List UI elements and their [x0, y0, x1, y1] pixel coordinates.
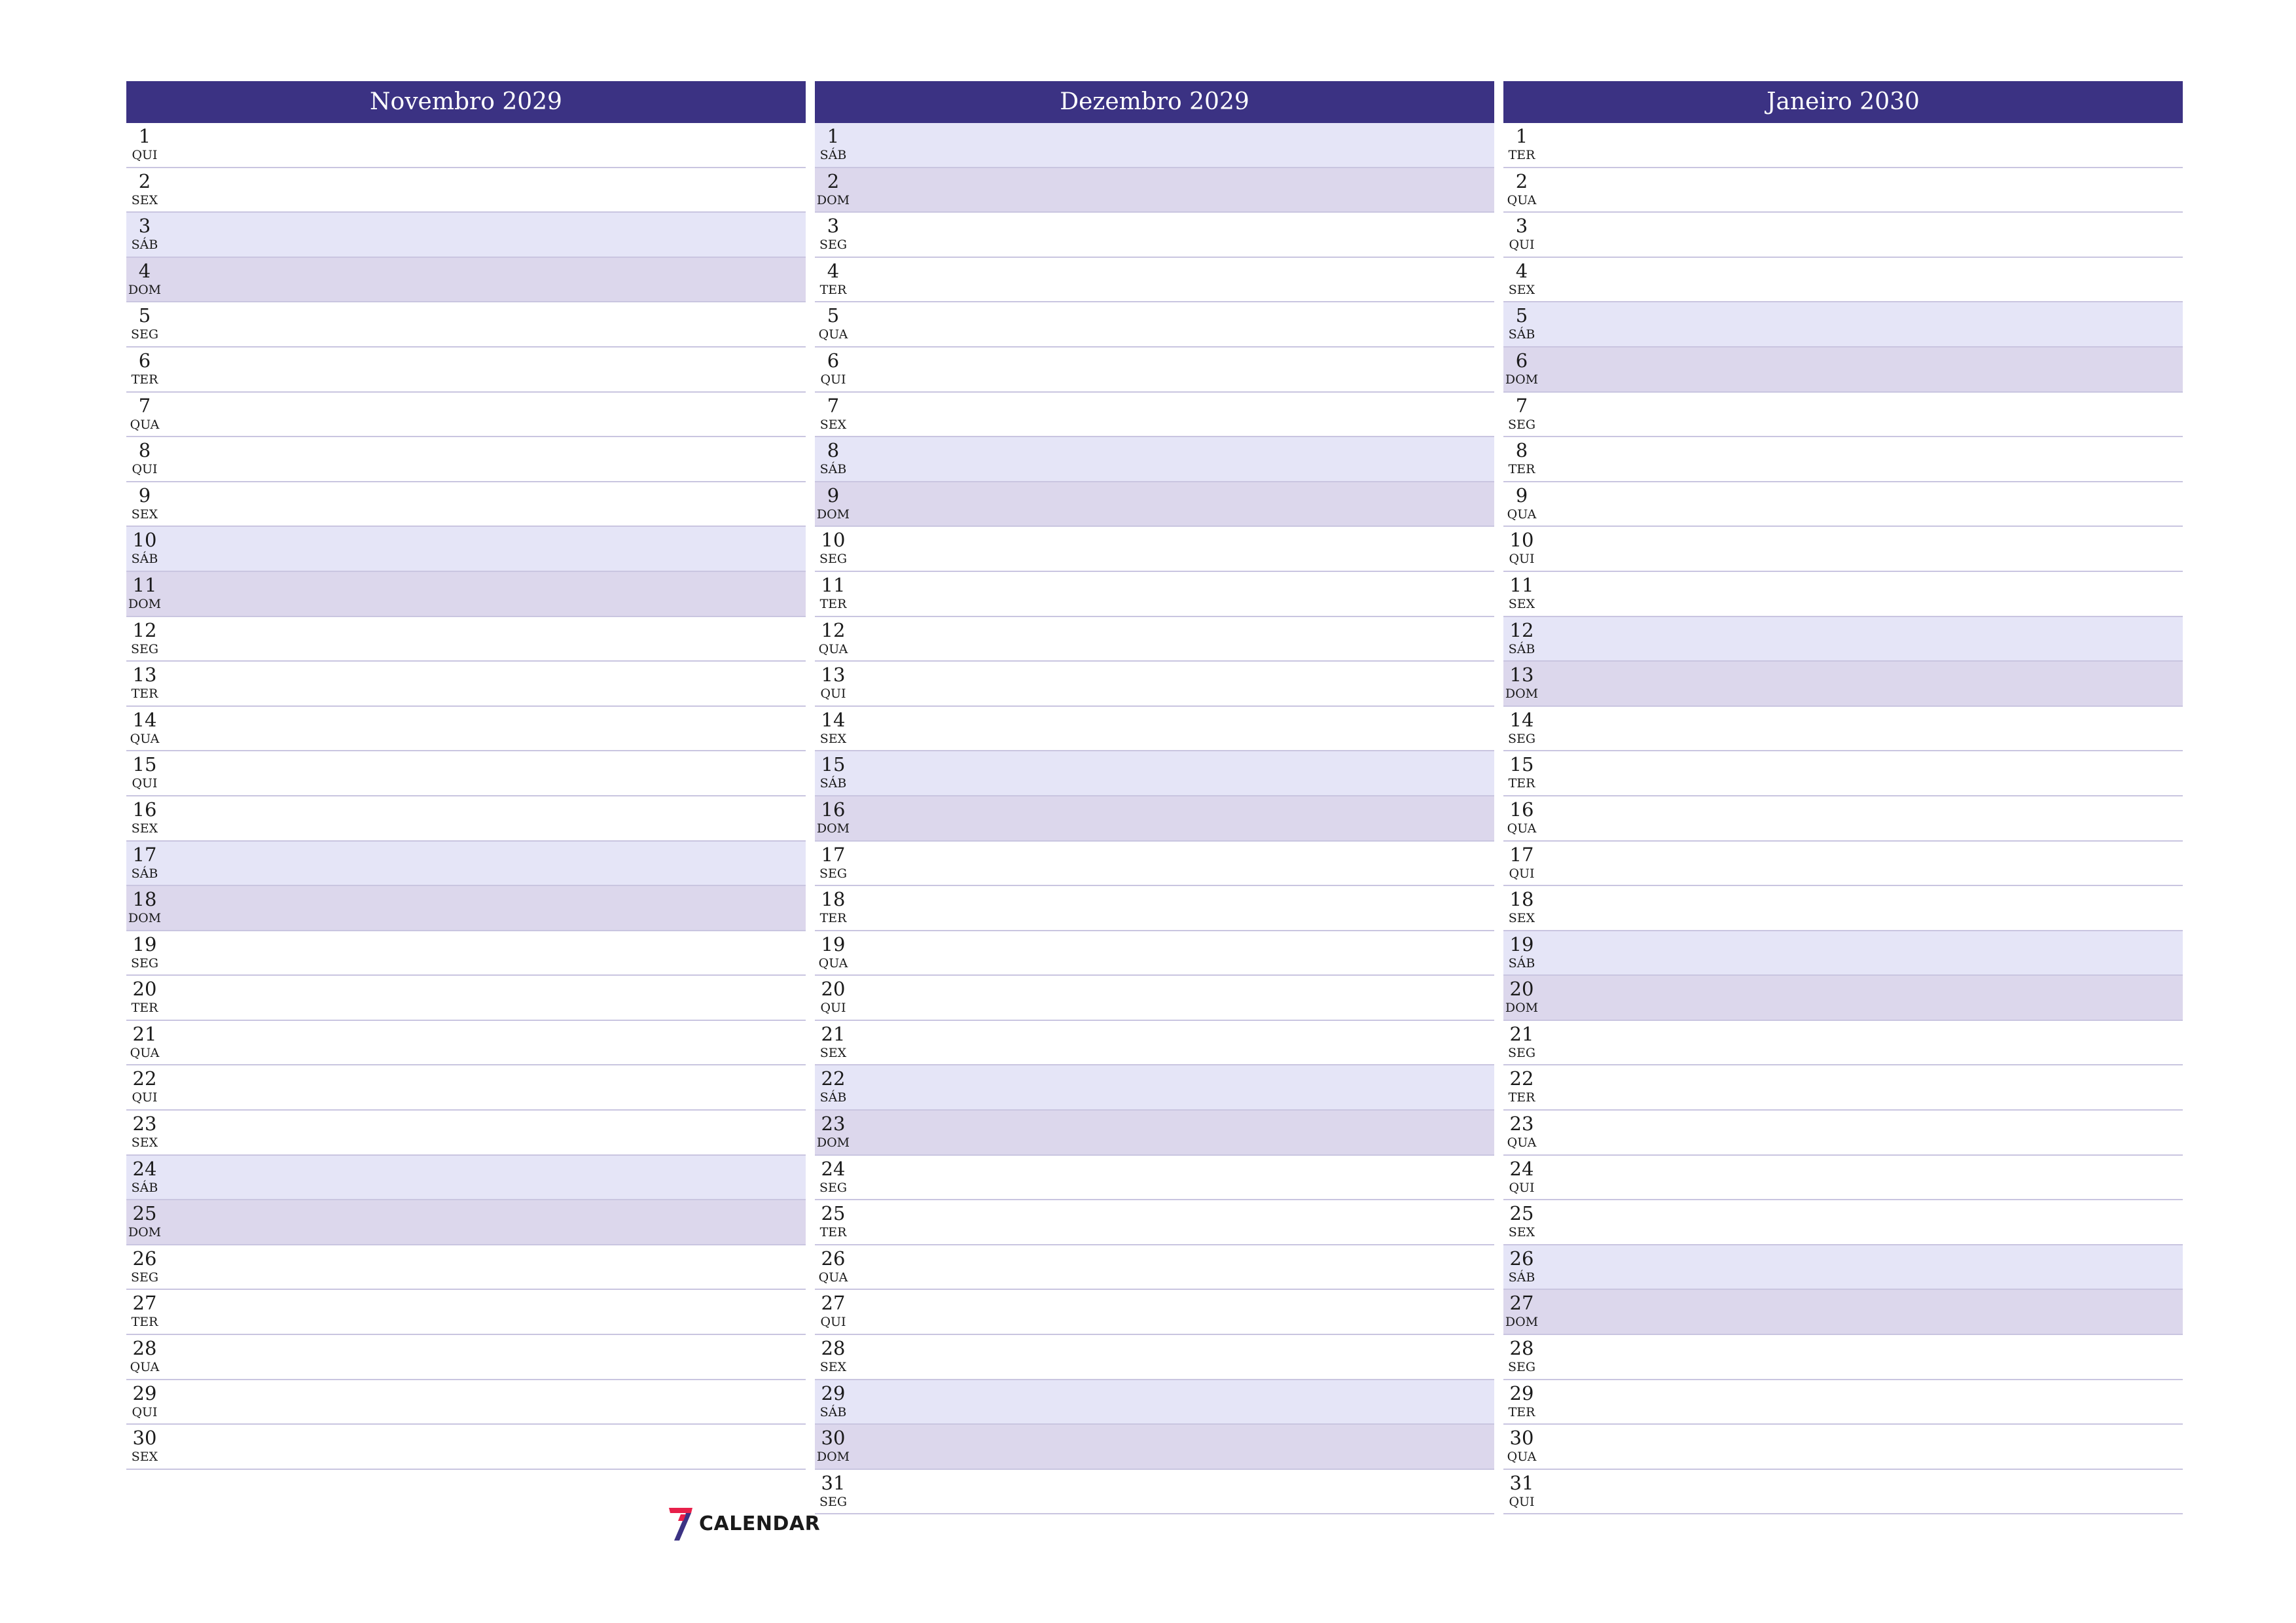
day-row	[1503, 796, 2183, 842]
weekday-label: QUI	[820, 372, 846, 387]
day-row	[126, 662, 806, 707]
day-number: 5	[138, 304, 151, 327]
day-number: 17	[1509, 843, 1534, 866]
day-row	[126, 572, 806, 617]
day-number: 17	[821, 843, 846, 866]
day-number: 28	[821, 1337, 846, 1360]
weekday-label: SEG	[819, 1494, 848, 1509]
day-number: 31	[1509, 1471, 1534, 1494]
day-row	[126, 1425, 806, 1470]
day-number: 24	[132, 1157, 157, 1180]
day-row	[126, 1380, 806, 1425]
weekday-label: QUI	[132, 148, 158, 162]
day-row	[1503, 1380, 2183, 1425]
day-row	[815, 1021, 1494, 1066]
day-number: 26	[1509, 1247, 1534, 1270]
weekday-label: SEG	[1507, 417, 1536, 432]
weekday-label: TER	[1508, 148, 1535, 162]
weekday-label: QUI	[132, 776, 158, 791]
day-row	[1503, 1111, 2183, 1156]
day-number: 1	[1515, 125, 1528, 147]
day-row	[815, 572, 1494, 617]
month-title: Dezembro 2029	[815, 81, 1494, 123]
day-row	[1503, 572, 2183, 617]
weekday-label: SEX	[819, 731, 847, 746]
day-number: 18	[1509, 888, 1534, 911]
day-number: 25	[132, 1202, 157, 1225]
day-row	[126, 213, 806, 258]
day-row	[815, 1156, 1494, 1201]
day-number: 20	[132, 978, 157, 1001]
weekday-label: DOM	[1505, 1315, 1539, 1330]
weekday-label: SEG	[130, 641, 159, 656]
weekday-label: SEX	[819, 1360, 847, 1375]
day-row	[815, 1065, 1494, 1111]
weekday-label: SEG	[1507, 731, 1536, 746]
weekday-label: SEX	[131, 1450, 158, 1465]
day-row	[815, 751, 1494, 796]
weekday-label: SEG	[1507, 1045, 1536, 1060]
weekday-label: SEX	[131, 821, 158, 836]
day-number: 9	[138, 484, 151, 507]
day-row	[1503, 662, 2183, 707]
weekday-label: DOM	[1505, 1001, 1539, 1016]
weekday-label: SÁB	[819, 776, 847, 791]
weekday-label: QUI	[1509, 866, 1535, 881]
day-number: 30	[821, 1427, 846, 1450]
day-number: 12	[821, 618, 846, 641]
day-row	[1503, 1290, 2183, 1335]
weekday-label: QUI	[1509, 1180, 1535, 1195]
day-number: 18	[132, 888, 157, 911]
weekday-label: QUA	[130, 417, 160, 432]
day-number: 11	[1509, 573, 1534, 596]
weekday-label: QUA	[1507, 1135, 1537, 1150]
day-row	[126, 302, 806, 348]
day-row	[1503, 213, 2183, 258]
day-row	[126, 1335, 806, 1380]
day-number: 21	[132, 1022, 157, 1045]
day-number: 26	[821, 1247, 846, 1270]
weekday-label: TER	[1508, 776, 1535, 791]
day-row	[1503, 886, 2183, 931]
day-row	[126, 842, 806, 887]
day-row	[126, 437, 806, 482]
weekday-label: DOM	[816, 192, 850, 207]
day-row	[126, 886, 806, 931]
day-number: 10	[1509, 529, 1534, 552]
day-number: 29	[132, 1382, 157, 1404]
day-number: 11	[821, 573, 846, 596]
day-row	[1503, 1200, 2183, 1245]
day-row	[1503, 617, 2183, 662]
day-row	[126, 751, 806, 796]
weekday-label: SEX	[1508, 282, 1535, 297]
day-row	[1503, 1335, 2183, 1380]
brand-logo-text: CALENDAR	[699, 1512, 821, 1535]
weekday-label: TER	[819, 1225, 847, 1240]
day-number: 19	[132, 933, 157, 955]
weekday-label: SÁB	[131, 552, 158, 567]
day-row	[126, 1111, 806, 1156]
weekday-label: TER	[131, 1001, 158, 1016]
weekday-label: DOM	[128, 596, 162, 611]
weekday-label: SEX	[1508, 1225, 1535, 1240]
day-number: 24	[1509, 1157, 1534, 1180]
day-row	[1503, 976, 2183, 1021]
day-number: 27	[1509, 1292, 1534, 1315]
day-number: 3	[138, 215, 151, 238]
day-number: 19	[821, 933, 846, 955]
day-number: 20	[821, 978, 846, 1001]
day-row	[815, 1425, 1494, 1470]
day-number: 11	[132, 573, 157, 596]
day-number: 2	[1515, 169, 1528, 192]
weekday-label: SEX	[131, 507, 158, 522]
day-row	[126, 1200, 806, 1245]
day-number: 21	[821, 1022, 846, 1045]
day-row	[815, 302, 1494, 348]
day-row	[126, 707, 806, 752]
day-row	[1503, 707, 2183, 752]
seven-logo-icon	[665, 1505, 694, 1542]
weekday-label: SÁB	[1508, 327, 1535, 342]
weekday-label: TER	[131, 687, 158, 702]
day-number: 15	[1509, 753, 1534, 776]
day-number: 26	[132, 1247, 157, 1270]
day-number: 12	[1509, 618, 1534, 641]
month-title: Novembro 2029	[126, 81, 806, 123]
day-row	[815, 1335, 1494, 1380]
day-number: 27	[132, 1292, 157, 1315]
weekday-label: SÁB	[819, 1404, 847, 1419]
day-number: 22	[1509, 1067, 1534, 1090]
day-number: 10	[132, 529, 157, 552]
day-row	[126, 1021, 806, 1066]
day-number: 25	[1509, 1202, 1534, 1225]
day-row	[126, 796, 806, 842]
day-number: 25	[821, 1202, 846, 1225]
weekday-label: DOM	[128, 1225, 162, 1240]
weekday-label: SEG	[130, 1270, 159, 1285]
month-title: Janeiro 2030	[1503, 81, 2183, 123]
weekday-label: QUI	[132, 1404, 158, 1419]
day-row	[1503, 348, 2183, 393]
weekday-label: TER	[1508, 462, 1535, 477]
day-row	[1503, 1156, 2183, 1201]
day-row	[1503, 123, 2183, 168]
day-number: 27	[821, 1292, 846, 1315]
month-november	[126, 81, 806, 1470]
day-row	[1503, 258, 2183, 303]
weekday-label: SEG	[130, 955, 159, 971]
weekday-label: SÁB	[131, 1180, 158, 1195]
day-row	[1503, 1425, 2183, 1470]
day-number: 23	[1509, 1113, 1534, 1135]
day-row	[1503, 1065, 2183, 1111]
weekday-label: SÁB	[819, 1090, 847, 1105]
day-row	[1503, 842, 2183, 887]
day-number: 29	[1509, 1382, 1534, 1404]
weekday-label: SÁB	[1508, 1270, 1535, 1285]
day-number: 1	[827, 125, 840, 147]
weekday-label: QUI	[820, 687, 846, 702]
day-number: 5	[1515, 304, 1528, 327]
weekday-label: QUI	[820, 1001, 846, 1016]
day-number: 21	[1509, 1022, 1534, 1045]
day-number: 4	[827, 259, 840, 282]
day-number: 23	[132, 1113, 157, 1135]
weekday-label: QUI	[132, 1090, 158, 1105]
weekday-label: SEX	[1508, 596, 1535, 611]
day-row	[1503, 1245, 2183, 1291]
day-number: 15	[132, 753, 157, 776]
day-row	[815, 1380, 1494, 1425]
day-row	[1503, 527, 2183, 572]
day-list	[1503, 123, 2183, 1514]
day-number: 13	[132, 664, 157, 687]
day-number: 2	[827, 169, 840, 192]
day-number: 13	[821, 664, 846, 687]
day-number: 8	[1515, 439, 1528, 462]
weekday-label: SEG	[130, 327, 159, 342]
weekday-label: QUI	[132, 462, 158, 477]
weekday-label: QUA	[818, 1270, 848, 1285]
day-row	[126, 1290, 806, 1335]
day-number: 22	[132, 1067, 157, 1090]
day-row	[815, 482, 1494, 527]
weekday-label: SEX	[819, 417, 847, 432]
day-row	[1503, 437, 2183, 482]
day-row	[1503, 751, 2183, 796]
day-number: 24	[821, 1157, 846, 1180]
day-row	[815, 1200, 1494, 1245]
day-number: 6	[138, 349, 151, 372]
day-number: 23	[821, 1113, 846, 1135]
day-number: 13	[1509, 664, 1534, 687]
weekday-label: SÁB	[131, 866, 158, 881]
weekday-label: TER	[819, 911, 847, 926]
day-row	[815, 617, 1494, 662]
day-number: 14	[821, 708, 846, 731]
day-row	[126, 348, 806, 393]
day-row	[126, 527, 806, 572]
day-number: 2	[138, 169, 151, 192]
day-number: 16	[132, 798, 157, 821]
weekday-label: DOM	[128, 282, 162, 297]
day-row	[815, 168, 1494, 213]
day-number: 28	[132, 1337, 157, 1360]
weekday-label: QUI	[1509, 552, 1535, 567]
day-row	[1503, 393, 2183, 438]
day-row	[815, 707, 1494, 752]
month-january	[1503, 81, 2183, 1514]
day-number: 9	[827, 484, 840, 507]
day-number: 3	[1515, 215, 1528, 238]
day-number: 7	[1515, 394, 1528, 417]
day-row	[815, 527, 1494, 572]
day-row	[126, 931, 806, 976]
weekday-label: QUA	[1507, 192, 1537, 207]
day-row	[815, 1290, 1494, 1335]
day-number: 1	[138, 125, 151, 147]
day-number: 20	[1509, 978, 1534, 1001]
weekday-label: DOM	[816, 821, 850, 836]
day-row	[126, 1065, 806, 1111]
weekday-label: QUA	[130, 1045, 160, 1060]
day-list	[126, 123, 806, 1470]
weekday-label: SÁB	[1508, 641, 1535, 656]
day-row	[126, 617, 806, 662]
day-row	[126, 1156, 806, 1201]
weekday-label: QUA	[1507, 1450, 1537, 1465]
day-number: 7	[138, 394, 151, 417]
weekday-label: QUA	[1507, 507, 1537, 522]
day-row	[1503, 1470, 2183, 1515]
day-number: 30	[1509, 1427, 1534, 1450]
day-number: 28	[1509, 1337, 1534, 1360]
weekday-label: SEX	[1508, 911, 1535, 926]
weekday-label: DOM	[1505, 687, 1539, 702]
day-row	[815, 796, 1494, 842]
day-number: 12	[132, 618, 157, 641]
day-number: 29	[821, 1382, 846, 1404]
day-list	[815, 123, 1494, 1514]
day-number: 30	[132, 1427, 157, 1450]
day-row	[126, 976, 806, 1021]
day-number: 15	[821, 753, 846, 776]
day-row	[126, 482, 806, 527]
day-row	[815, 393, 1494, 438]
weekday-label: SEX	[131, 1135, 158, 1150]
weekday-label: SÁB	[819, 462, 847, 477]
day-row	[815, 662, 1494, 707]
day-number: 16	[821, 798, 846, 821]
day-row	[126, 168, 806, 213]
weekday-label: SEG	[1507, 1360, 1536, 1375]
day-number: 9	[1515, 484, 1528, 507]
day-number: 4	[138, 259, 151, 282]
weekday-label: QUA	[130, 731, 160, 746]
weekday-label: QUA	[818, 955, 848, 971]
weekday-label: QUI	[820, 1315, 846, 1330]
day-number: 10	[821, 529, 846, 552]
weekday-label: SEG	[819, 238, 848, 253]
weekday-label: DOM	[128, 911, 162, 926]
weekday-label: TER	[819, 596, 847, 611]
weekday-label: DOM	[816, 507, 850, 522]
brand-logo	[665, 1504, 820, 1543]
day-row	[1503, 1021, 2183, 1066]
weekday-label: SÁB	[1508, 955, 1535, 971]
day-row	[815, 886, 1494, 931]
weekday-label: TER	[1508, 1404, 1535, 1419]
day-row	[126, 258, 806, 303]
day-row	[815, 1470, 1494, 1515]
weekday-label: TER	[131, 372, 158, 387]
day-number: 14	[132, 708, 157, 731]
weekday-label: SÁB	[131, 238, 158, 253]
day-number: 4	[1515, 259, 1528, 282]
month-december	[815, 81, 1494, 1514]
weekday-label: SEX	[819, 1045, 847, 1060]
weekday-label: TER	[1508, 1090, 1535, 1105]
day-row	[815, 931, 1494, 976]
weekday-label: QUA	[130, 1360, 160, 1375]
weekday-label: QUA	[818, 641, 848, 656]
weekday-label: DOM	[1505, 372, 1539, 387]
day-number: 6	[827, 349, 840, 372]
day-number: 3	[827, 215, 840, 238]
day-number: 7	[827, 394, 840, 417]
weekday-label: TER	[131, 1315, 158, 1330]
day-row	[815, 258, 1494, 303]
day-number: 18	[821, 888, 846, 911]
weekday-label: SEG	[819, 1180, 848, 1195]
day-number: 6	[1515, 349, 1528, 372]
day-number: 8	[138, 439, 151, 462]
weekday-label: QUI	[1509, 1494, 1535, 1509]
day-number: 31	[821, 1471, 846, 1494]
day-row	[815, 123, 1494, 168]
day-row	[815, 976, 1494, 1021]
weekday-label: TER	[819, 282, 847, 297]
day-number: 17	[132, 843, 157, 866]
day-number: 5	[827, 304, 840, 327]
weekday-label: SEG	[819, 552, 848, 567]
weekday-label: SEG	[819, 866, 848, 881]
weekday-label: SEX	[131, 192, 158, 207]
day-row	[1503, 931, 2183, 976]
day-row	[126, 1245, 806, 1291]
day-row	[815, 437, 1494, 482]
day-row	[815, 213, 1494, 258]
day-number: 22	[821, 1067, 846, 1090]
day-row	[126, 393, 806, 438]
day-number: 8	[827, 439, 840, 462]
day-row	[1503, 302, 2183, 348]
day-row	[815, 1111, 1494, 1156]
day-row	[815, 1245, 1494, 1291]
day-row	[126, 123, 806, 168]
day-number: 19	[1509, 933, 1534, 955]
weekday-label: QUA	[1507, 821, 1537, 836]
weekday-label: QUI	[1509, 238, 1535, 253]
weekday-label: SÁB	[819, 148, 847, 162]
day-row	[1503, 482, 2183, 527]
day-number: 14	[1509, 708, 1534, 731]
weekday-label: DOM	[816, 1135, 850, 1150]
day-row	[1503, 168, 2183, 213]
weekday-label: QUA	[818, 327, 848, 342]
weekday-label: DOM	[816, 1450, 850, 1465]
day-row	[815, 842, 1494, 887]
day-row	[815, 348, 1494, 393]
day-number: 16	[1509, 798, 1534, 821]
